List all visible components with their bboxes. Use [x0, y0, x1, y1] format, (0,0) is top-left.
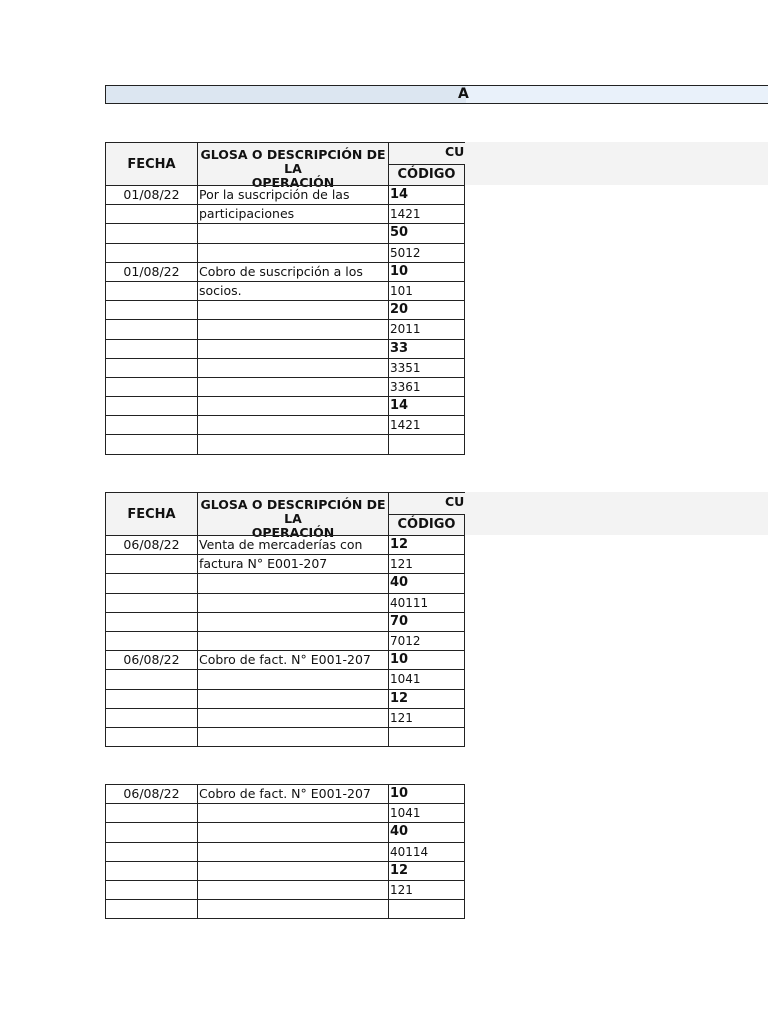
account-code-cell[interactable]: 33: [388, 339, 465, 359]
glosa-cell[interactable]: [197, 358, 389, 378]
header-glosa: [197, 492, 389, 540]
fecha-cell[interactable]: [105, 842, 198, 862]
header-fecha: FECHA: [105, 142, 198, 186]
title-bar-right: [466, 86, 768, 103]
fecha-cell[interactable]: [105, 669, 198, 689]
account-code-cell[interactable]: 70: [388, 612, 465, 632]
fecha-cell[interactable]: [105, 708, 198, 728]
fecha-cell[interactable]: [105, 631, 198, 651]
glosa-cell[interactable]: [197, 669, 389, 689]
glosa-cell[interactable]: [197, 612, 389, 632]
glosa-cell[interactable]: [197, 631, 389, 651]
account-code-cell[interactable]: 12: [388, 689, 465, 709]
fecha-cell[interactable]: [105, 281, 198, 301]
glosa-cell[interactable]: Cobro de fact. N° E001-207: [197, 784, 389, 804]
glosa-cell[interactable]: [197, 339, 389, 359]
fecha-cell[interactable]: [105, 573, 198, 593]
fecha-cell[interactable]: 06/08/22: [105, 650, 198, 670]
account-code-cell[interactable]: 10: [388, 262, 465, 282]
glosa-cell[interactable]: socios.: [197, 281, 389, 301]
account-code-cell[interactable]: 40114: [388, 842, 465, 862]
fecha-cell[interactable]: 01/08/22: [105, 262, 198, 282]
account-code-cell[interactable]: 50: [388, 223, 465, 243]
glosa-cell[interactable]: [197, 861, 389, 881]
fecha-cell[interactable]: [105, 689, 198, 709]
header-shade: [465, 142, 768, 185]
fecha-cell[interactable]: [105, 612, 198, 632]
glosa-cell[interactable]: [197, 822, 389, 842]
fecha-cell[interactable]: 01/08/22: [105, 185, 198, 205]
account-code-cell[interactable]: 3351: [388, 358, 465, 378]
fecha-cell[interactable]: [105, 593, 198, 613]
header-shade: [465, 492, 768, 535]
header-glosa-line2: OPERACIÓN: [251, 525, 335, 540]
fecha-cell[interactable]: [105, 223, 198, 243]
fecha-cell[interactable]: [105, 319, 198, 339]
fecha-cell[interactable]: [105, 434, 198, 454]
account-code-cell[interactable]: 121: [388, 554, 465, 574]
fecha-cell[interactable]: [105, 300, 198, 320]
glosa-cell[interactable]: [197, 573, 389, 593]
account-code-cell[interactable]: 40111: [388, 593, 465, 613]
account-code-cell[interactable]: 10: [388, 784, 465, 804]
fecha-cell[interactable]: [105, 861, 198, 881]
account-code-cell[interactable]: 20: [388, 300, 465, 320]
fecha-cell[interactable]: [105, 822, 198, 842]
account-code-cell[interactable]: 40: [388, 822, 465, 842]
glosa-cell[interactable]: [197, 319, 389, 339]
fecha-cell[interactable]: [105, 554, 198, 574]
glosa-cell[interactable]: [197, 880, 389, 900]
fecha-cell[interactable]: [105, 727, 198, 747]
account-code-cell[interactable]: 3361: [388, 377, 465, 397]
glosa-cell[interactable]: [197, 593, 389, 613]
account-code-cell[interactable]: [388, 727, 465, 747]
account-code-cell[interactable]: 1041: [388, 669, 465, 689]
account-code-cell[interactable]: 2011: [388, 319, 465, 339]
glosa-cell[interactable]: Cobro de suscripción a los: [197, 262, 389, 282]
title-bar-left: [106, 86, 466, 103]
account-code-cell[interactable]: 1421: [388, 204, 465, 224]
glosa-cell[interactable]: factura N° E001-207: [197, 554, 389, 574]
header-glosa: [197, 142, 389, 190]
glosa-cell[interactable]: [197, 434, 389, 454]
journal-title-bar: [105, 85, 768, 104]
glosa-cell[interactable]: [197, 689, 389, 709]
account-code-cell[interactable]: [388, 899, 465, 919]
glosa-cell[interactable]: [197, 396, 389, 416]
glosa-cell[interactable]: participaciones: [197, 204, 389, 224]
account-code-cell[interactable]: 1041: [388, 803, 465, 823]
glosa-cell[interactable]: [197, 803, 389, 823]
account-code-cell[interactable]: [388, 434, 465, 454]
fecha-cell[interactable]: [105, 377, 198, 397]
account-code-cell[interactable]: 121: [388, 880, 465, 900]
account-code-cell[interactable]: 101: [388, 281, 465, 301]
account-code-cell[interactable]: 7012: [388, 631, 465, 651]
account-code-cell[interactable]: 12: [388, 535, 465, 555]
fecha-cell[interactable]: 06/08/22: [105, 535, 198, 555]
fecha-cell[interactable]: 06/08/22: [105, 784, 198, 804]
glosa-cell[interactable]: [197, 243, 389, 263]
account-code-cell[interactable]: 12: [388, 861, 465, 881]
glosa-cell[interactable]: [197, 377, 389, 397]
header-codigo: CÓDIGO: [388, 164, 465, 186]
fecha-cell[interactable]: [105, 880, 198, 900]
header-cuenta: CU: [388, 142, 465, 165]
account-code-cell[interactable]: 1421: [388, 415, 465, 435]
account-code-cell[interactable]: 121: [388, 708, 465, 728]
account-code-cell[interactable]: 14: [388, 396, 465, 416]
fecha-cell[interactable]: [105, 358, 198, 378]
glosa-cell[interactable]: [197, 300, 389, 320]
fecha-cell[interactable]: [105, 339, 198, 359]
header-cuenta: CU: [388, 492, 465, 515]
header-codigo: CÓDIGO: [388, 514, 465, 536]
glosa-cell[interactable]: [197, 842, 389, 862]
glosa-cell[interactable]: [197, 899, 389, 919]
glosa-cell[interactable]: [197, 415, 389, 435]
glosa-cell[interactable]: Cobro de fact. N° E001-207: [197, 650, 389, 670]
header-glosa-line1: GLOSA O DESCRIPCIÓN DE LA: [200, 497, 386, 526]
account-code-cell[interactable]: 5012: [388, 243, 465, 263]
header-fecha: FECHA: [105, 492, 198, 536]
header-glosa-line2: OPERACIÓN: [251, 175, 335, 190]
fecha-cell[interactable]: [105, 899, 198, 919]
glosa-cell[interactable]: [197, 223, 389, 243]
glosa-cell[interactable]: Venta de mercaderías con: [197, 535, 389, 555]
glosa-cell[interactable]: [197, 727, 389, 747]
account-code-cell[interactable]: 14: [388, 185, 465, 205]
glosa-cell[interactable]: [197, 708, 389, 728]
fecha-cell[interactable]: [105, 415, 198, 435]
account-code-cell[interactable]: 40: [388, 573, 465, 593]
fecha-cell[interactable]: [105, 204, 198, 224]
journal-title: A: [458, 86, 469, 102]
glosa-cell[interactable]: Por la suscripción de las: [197, 185, 389, 205]
account-code-cell[interactable]: 10: [388, 650, 465, 670]
fecha-cell[interactable]: [105, 803, 198, 823]
fecha-cell[interactable]: [105, 243, 198, 263]
header-glosa-line1: GLOSA O DESCRIPCIÓN DE LA: [200, 147, 386, 176]
fecha-cell[interactable]: [105, 396, 198, 416]
